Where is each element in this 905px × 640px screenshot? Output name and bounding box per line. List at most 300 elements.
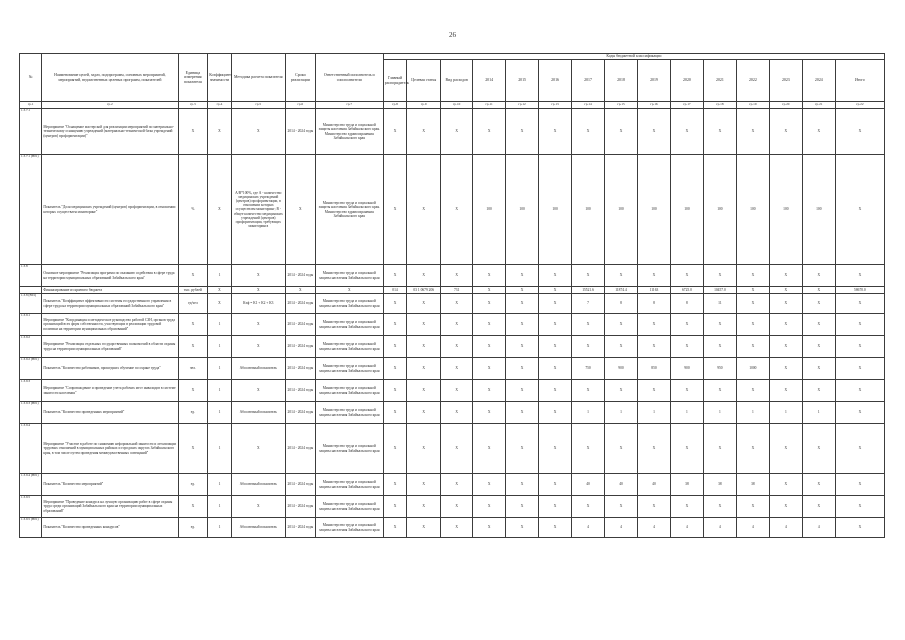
col-header-coef: Коэффициент значимости — [208, 54, 231, 102]
row-year-value: 900 — [605, 358, 638, 380]
year-header: 2016 — [539, 60, 572, 102]
row-total: X — [835, 474, 884, 496]
column-number: гр.18 — [703, 102, 736, 109]
row-gr: X — [383, 380, 406, 402]
row-year-value: X — [473, 109, 506, 155]
year-header: 2020 — [670, 60, 703, 102]
row-year-value: 1 — [703, 402, 736, 424]
row-coefficient: X — [208, 155, 231, 265]
row-method: X — [231, 265, 285, 287]
row-year-value: X — [637, 380, 670, 402]
row-year-value: 950 — [703, 358, 736, 380]
row-unit: X — [178, 109, 208, 155]
table-row — [20, 358, 885, 380]
column-number: гр.22 — [835, 102, 884, 109]
row-term: 2014 - 2024 годы — [285, 402, 315, 424]
row-year-value: X — [703, 380, 736, 402]
row-year-value: 900 — [670, 358, 703, 380]
column-number: гр.8 — [383, 102, 406, 109]
row-term: X — [285, 287, 315, 294]
year-header: 2018 — [605, 60, 638, 102]
row-number: 1.3.9.1 — [20, 314, 42, 336]
row-method: А/В*100%, где А - количество медицинских учреждений (центров) профориентации, в отношении которых осуществлен мониторинг; В - общее количество медицинских учреждений (центров) профориентации, требующих мониторинга — [231, 155, 285, 265]
row-year-value: X — [802, 336, 835, 358]
year-header: 2021 — [703, 60, 736, 102]
table-row — [20, 294, 885, 314]
column-number: гр.4 — [208, 102, 231, 109]
row-year-value: 1 — [769, 402, 802, 424]
row-gr: X — [383, 314, 406, 336]
column-number: гр.14 — [572, 102, 605, 109]
column-number: гр.16 — [637, 102, 670, 109]
table-row — [20, 474, 885, 496]
row-method: X — [231, 109, 285, 155]
row-unit: чел. — [178, 358, 208, 380]
row-vr: X — [441, 294, 473, 314]
row-year-value: 6725.0 — [670, 287, 703, 294]
row-year-value: X — [506, 380, 539, 402]
row-cs: X — [407, 155, 441, 265]
row-year-value: X — [802, 496, 835, 518]
row-name: Показатель "Количество мероприятий" — [42, 474, 178, 496]
row-vr: X — [441, 265, 473, 287]
year-header: 2017 — [572, 60, 605, 102]
row-year-value: X — [703, 496, 736, 518]
table-row — [20, 109, 885, 155]
row-year-value: 100 — [802, 155, 835, 265]
year-header: 2019 — [637, 60, 670, 102]
row-year-value: X — [703, 314, 736, 336]
row-year-value: 4 — [703, 518, 736, 538]
row-year-value: 1 — [802, 402, 835, 424]
table-row — [20, 336, 885, 358]
row-year-value: X — [637, 424, 670, 474]
row-responsible: Министерство труда и социальной защиты населения Забайкальского края — [315, 380, 383, 402]
row-year-value: X — [473, 336, 506, 358]
row-number: 1.3.7.1 — [20, 109, 42, 155]
row-number: 1.3.9.4 — [20, 424, 42, 474]
row-responsible: Министерство труда и социальной защиты населения Забайкальского края — [315, 314, 383, 336]
row-year-value: X — [769, 424, 802, 474]
row-vr: X — [441, 358, 473, 380]
row-year-value: 38 — [670, 474, 703, 496]
sub-header-gr: Главный распорядитель — [383, 60, 406, 102]
row-year-value: X — [769, 287, 802, 294]
row-year-value: 4 — [605, 518, 638, 538]
row-year-value: 750 — [572, 358, 605, 380]
row-cs: X — [407, 336, 441, 358]
table-row — [20, 402, 885, 424]
row-number: 1.3.8 — [20, 265, 42, 287]
row-gr: X — [383, 358, 406, 380]
row-cs: X — [407, 265, 441, 287]
row-cs: X — [407, 358, 441, 380]
row-total: X — [835, 380, 884, 402]
row-year-value: X — [703, 109, 736, 155]
row-vr: X — [441, 109, 473, 155]
row-year-value: X — [670, 265, 703, 287]
row-term: 2014 - 2024 годы — [285, 265, 315, 287]
row-method: X — [231, 380, 285, 402]
row-total: X — [835, 496, 884, 518]
row-gr: X — [383, 336, 406, 358]
column-number: гр.15 — [605, 102, 638, 109]
row-unit: X — [178, 496, 208, 518]
row-gr: X — [383, 265, 406, 287]
row-coefficient: 1 — [208, 265, 231, 287]
col-header-term: Сроки реализации — [285, 54, 315, 102]
row-gr: 014 — [383, 287, 406, 294]
row-gr: X — [383, 474, 406, 496]
row-vr: X — [441, 402, 473, 424]
row-year-value: X — [473, 265, 506, 287]
column-number: гр.20 — [769, 102, 802, 109]
row-year-value: X — [703, 336, 736, 358]
col-header-unit: Единица измерения показателя — [178, 54, 208, 102]
sub-header-vr: Вид расходов — [441, 60, 473, 102]
row-year-value: X — [539, 358, 572, 380]
row-year-value: X — [736, 265, 769, 287]
row-vr: 731 — [441, 287, 473, 294]
row-year-value: X — [506, 265, 539, 287]
row-unit: X — [178, 380, 208, 402]
row-unit: тыс. рублей — [178, 287, 208, 294]
row-cs: X — [407, 518, 441, 538]
row-cs: 03 1 0679 206 — [407, 287, 441, 294]
row-name: Мероприятие "Координация и методическое руководство работой СЗН, органов труда организаций всех форм собственности, участвующих в реализации трудовой политики на территории муниципальных образований" — [42, 314, 178, 336]
row-year-value: X — [802, 424, 835, 474]
row-term: 2014 - 2024 годы — [285, 336, 315, 358]
column-number: гр.19 — [736, 102, 769, 109]
row-year-value: X — [473, 518, 506, 538]
row-name: Показатель "Количество работников, прошедших обучение по охране труда" — [42, 358, 178, 380]
row-coefficient: X — [208, 294, 231, 314]
row-method: Абсолютный показатель — [231, 474, 285, 496]
row-year-value: X — [506, 336, 539, 358]
row-year-value: X — [572, 424, 605, 474]
row-year-value: X — [605, 424, 638, 474]
col-header-total: Итого — [835, 60, 884, 102]
row-name: Мероприятие "Участие в работе по снижению неформальной занятости и легализации трудовых отношений в муниципальных районах и городских округах Забайкальского края, в том числе путем проведения межведомственных совещаний" — [42, 424, 178, 474]
row-method: X — [231, 287, 285, 294]
row-year-value: 38 — [703, 474, 736, 496]
row-year-value: 10457.0 — [703, 287, 736, 294]
row-year-value: X — [506, 314, 539, 336]
row-method: X — [231, 314, 285, 336]
column-number-row — [20, 102, 885, 109]
row-year-value: X — [539, 294, 572, 314]
row-year-value: X — [572, 496, 605, 518]
row-year-value: X — [736, 314, 769, 336]
row-gr: X — [383, 424, 406, 474]
year-header: 2023 — [769, 60, 802, 102]
row-year-value: 4 — [572, 518, 605, 538]
row-year-value: 8 — [605, 294, 638, 314]
row-responsible: Министерство труда и социальной защиты населения Забайкальского края — [315, 294, 383, 314]
row-year-value: 4 — [769, 518, 802, 538]
row-number: 1.3.9.5 — [20, 496, 42, 518]
row-year-value: X — [736, 496, 769, 518]
row-coefficient: X — [208, 109, 231, 155]
row-responsible: Министерство труда и социальной защиты населения Забайкальского края — [315, 265, 383, 287]
row-vr: X — [441, 380, 473, 402]
row-vr: X — [441, 474, 473, 496]
row-coefficient: 1 — [208, 358, 231, 380]
row-total: X — [835, 336, 884, 358]
row-unit: ед. — [178, 474, 208, 496]
row-year-value: X — [539, 424, 572, 474]
row-method: X — [231, 424, 285, 474]
row-year-value: X — [769, 265, 802, 287]
row-responsible: Министерство труда и социальной защиты населения Забайкальского края. Министерство здравоохранения Забайкальского края — [315, 109, 383, 155]
row-year-value: 4 — [670, 518, 703, 538]
row-year-value: X — [637, 109, 670, 155]
row-vr: X — [441, 518, 473, 538]
row-unit: X — [178, 314, 208, 336]
row-year-value: 4 — [637, 518, 670, 538]
year-header: 2015 — [506, 60, 539, 102]
column-number: гр.10 — [441, 102, 473, 109]
row-name: Показатель "Количество проведенных конкурсов" — [42, 518, 178, 538]
row-year-value: 11163 — [637, 287, 670, 294]
row-term: X — [285, 155, 315, 265]
row-year-value: X — [539, 287, 572, 294]
col-header-name: Наименование целей, задач, подпрограмм, основных мероприятий, мероприятий, ведомственных целевых программ, показателей — [42, 54, 178, 102]
row-year-value: 850 — [637, 358, 670, 380]
row-total: X — [835, 358, 884, 380]
column-number: гр.3 — [178, 102, 208, 109]
row-year-value: 40 — [637, 474, 670, 496]
row-total: X — [835, 294, 884, 314]
column-number: гр.11 — [473, 102, 506, 109]
row-year-value: X — [802, 294, 835, 314]
table-row — [20, 155, 885, 265]
row-total: X — [835, 402, 884, 424]
table-body — [20, 102, 885, 538]
column-number: гр.7 — [315, 102, 383, 109]
year-header: 2024 — [802, 60, 835, 102]
table-row — [20, 314, 885, 336]
row-year-value: X — [473, 474, 506, 496]
row-year-value: 1 — [605, 402, 638, 424]
row-unit: ед. — [178, 402, 208, 424]
row-year-value: X — [736, 336, 769, 358]
row-year-value: X — [506, 424, 539, 474]
row-year-value: X — [802, 109, 835, 155]
row-year-value: 100 — [736, 155, 769, 265]
row-unit: ед/чел — [178, 294, 208, 314]
row-number: 1.3.9.4 (В01) — [20, 474, 42, 496]
row-responsible: Министерство труда и социальной защиты населения Забайкальского края — [315, 402, 383, 424]
row-year-value: X — [605, 314, 638, 336]
row-year-value: 100 — [605, 155, 638, 265]
row-vr: X — [441, 155, 473, 265]
row-year-value: X — [703, 424, 736, 474]
sub-header-cs: Целевая статья — [407, 60, 441, 102]
row-year-value: X — [572, 336, 605, 358]
row-year-value: X — [539, 109, 572, 155]
row-year-value: X — [736, 109, 769, 155]
row-year-value: X — [802, 380, 835, 402]
col-header-num: № — [20, 54, 42, 102]
row-year-value: X — [473, 496, 506, 518]
row-year-value: X — [605, 265, 638, 287]
row-year-value: X — [506, 496, 539, 518]
table-row — [20, 496, 885, 518]
row-year-value: X — [539, 380, 572, 402]
row-year-value: 1 — [736, 402, 769, 424]
row-year-value: X — [539, 336, 572, 358]
col-header-budget-codes: Коды бюджетной классификации — [383, 54, 884, 60]
row-year-value: X — [473, 358, 506, 380]
row-term: 2014 - 2024 годы — [285, 294, 315, 314]
row-gr: X — [383, 496, 406, 518]
row-year-value: 100 — [703, 155, 736, 265]
row-year-value: X — [802, 358, 835, 380]
program-table — [19, 53, 885, 538]
row-number: 1.3.9.3 — [20, 380, 42, 402]
row-method: Абсолютный показатель — [231, 402, 285, 424]
row-year-value: 100 — [670, 155, 703, 265]
row-year-value: X — [605, 496, 638, 518]
row-year-value: X — [506, 474, 539, 496]
row-responsible: Министерство труда и социальной защиты населения Забайкальского края — [315, 496, 383, 518]
row-total: 58670.0 — [835, 287, 884, 294]
row-name: Показатель "Доля медицинских учреждений (центров) профориентации, в отношении которых осуществлен мониторинг" — [42, 155, 178, 265]
row-year-value: X — [802, 474, 835, 496]
row-year-value: X — [539, 314, 572, 336]
row-total: X — [835, 424, 884, 474]
row-year-value: X — [670, 336, 703, 358]
row-gr: X — [383, 109, 406, 155]
column-number: гр.21 — [802, 102, 835, 109]
row-vr: X — [441, 314, 473, 336]
row-term: 2014 - 2024 годы — [285, 496, 315, 518]
row-total: X — [835, 518, 884, 538]
row-number: 1.3.9.5 (В01) — [20, 518, 42, 538]
row-year-value: X — [637, 314, 670, 336]
row-year-value: 4 — [802, 518, 835, 538]
row-vr: X — [441, 496, 473, 518]
row-year-value: 100 — [539, 155, 572, 265]
row-year-value: X — [769, 496, 802, 518]
row-responsible: Министерство труда и социальной защиты населения Забайкальского края. Министерство здравоохранения Забайкальского края — [315, 155, 383, 265]
row-number: 1.3.9.2 — [20, 336, 42, 358]
row-responsible: Министерство труда и социальной защиты населения Забайкальского края — [315, 336, 383, 358]
row-year-value: X — [769, 294, 802, 314]
row-year-value: X — [506, 518, 539, 538]
row-year-value: X — [539, 265, 572, 287]
year-header: 2022 — [736, 60, 769, 102]
row-year-value: 100 — [572, 155, 605, 265]
row-year-value: 15521.6 — [572, 287, 605, 294]
row-year-value: X — [605, 336, 638, 358]
column-number: гр.17 — [670, 102, 703, 109]
row-year-value: 40 — [605, 474, 638, 496]
row-year-value: X — [605, 380, 638, 402]
row-coefficient: 1 — [208, 474, 231, 496]
row-year-value: X — [670, 314, 703, 336]
row-responsible: X — [315, 287, 383, 294]
row-year-value: X — [637, 496, 670, 518]
column-number: гр.1 — [20, 102, 42, 109]
row-year-value: X — [572, 109, 605, 155]
row-year-value: 8 — [670, 294, 703, 314]
row-responsible: Министерство труда и социальной защиты населения Забайкальского края — [315, 358, 383, 380]
row-year-value: X — [506, 287, 539, 294]
row-year-value: X — [736, 294, 769, 314]
row-year-value: X — [769, 336, 802, 358]
row-coefficient: 1 — [208, 380, 231, 402]
row-method: Кэф = К1 + К2 + К3 — [231, 294, 285, 314]
row-term: 2014 - 2024 годы — [285, 424, 315, 474]
row-year-value: X — [670, 424, 703, 474]
row-year-value: X — [769, 358, 802, 380]
row-number: 1.3.9.3 (В01) — [20, 402, 42, 424]
row-year-value: X — [802, 265, 835, 287]
row-cs: X — [407, 402, 441, 424]
row-year-value: X — [736, 380, 769, 402]
row-year-value: 38 — [736, 474, 769, 496]
row-cs: X — [407, 424, 441, 474]
row-year-value: X — [473, 424, 506, 474]
row-year-value: X — [769, 109, 802, 155]
row-year-value: X — [539, 518, 572, 538]
row-year-value: X — [736, 424, 769, 474]
row-year-value: X — [572, 314, 605, 336]
row-unit: X — [178, 424, 208, 474]
row-responsible: Министерство труда и социальной защиты населения Забайкальского края — [315, 518, 383, 538]
row-year-value: 8 — [637, 294, 670, 314]
column-number: гр.13 — [539, 102, 572, 109]
col-header-method: Методика расчета показателя — [231, 54, 285, 102]
column-number: гр.9 — [407, 102, 441, 109]
row-year-value: X — [670, 109, 703, 155]
row-cs: X — [407, 314, 441, 336]
row-unit: X — [178, 336, 208, 358]
row-unit: ед. — [178, 518, 208, 538]
column-number: гр.2 — [42, 102, 178, 109]
row-responsible: Министерство труда и социальной защиты населения Забайкальского края — [315, 474, 383, 496]
row-year-value: 11874.4 — [605, 287, 638, 294]
row-coefficient: 1 — [208, 314, 231, 336]
row-year-value: 1000 — [736, 358, 769, 380]
row-number: 1.3.9.2 (В01) — [20, 358, 42, 380]
row-term: 2014 - 2024 годы — [285, 518, 315, 538]
row-cs: X — [407, 380, 441, 402]
row-year-value: X — [637, 336, 670, 358]
row-term: 2014 - 2024 годы — [285, 358, 315, 380]
row-term: 2014 - 2024 годы — [285, 474, 315, 496]
row-name: Мероприятие "Реализация отдельных государственных полномочий в области охраны труда на территории муниципальных образований" — [42, 336, 178, 358]
row-gr: X — [383, 518, 406, 538]
row-coefficient: 1 — [208, 424, 231, 474]
row-year-value: X — [670, 496, 703, 518]
row-year-value: X — [703, 265, 736, 287]
row-year-value: X — [670, 380, 703, 402]
row-total: X — [835, 265, 884, 287]
row-gr: X — [383, 402, 406, 424]
row-name: Основное мероприятие "Реализация программ по оказанию содействия в сфере труда на территории муниципальных образований Забайкальского края" — [42, 265, 178, 287]
row-year-value: X — [769, 380, 802, 402]
col-header-responsible: Ответственный исполнитель и соисполнители — [315, 54, 383, 102]
row-year-value: 4 — [736, 518, 769, 538]
row-total: X — [835, 155, 884, 265]
row-gr: X — [383, 294, 406, 314]
row-name: Мероприятие "Оснащение мастерской для реализации мероприятий по материально-техническому оснащению учреждений (материально-технической базы учреждений (центров) профориентации)" — [42, 109, 178, 155]
row-name: Показатель "Коэффициент эффективности системы государственного управления в сфере труда на территории муниципальных образований Забайкальского края" — [42, 294, 178, 314]
column-number: гр.12 — [506, 102, 539, 109]
